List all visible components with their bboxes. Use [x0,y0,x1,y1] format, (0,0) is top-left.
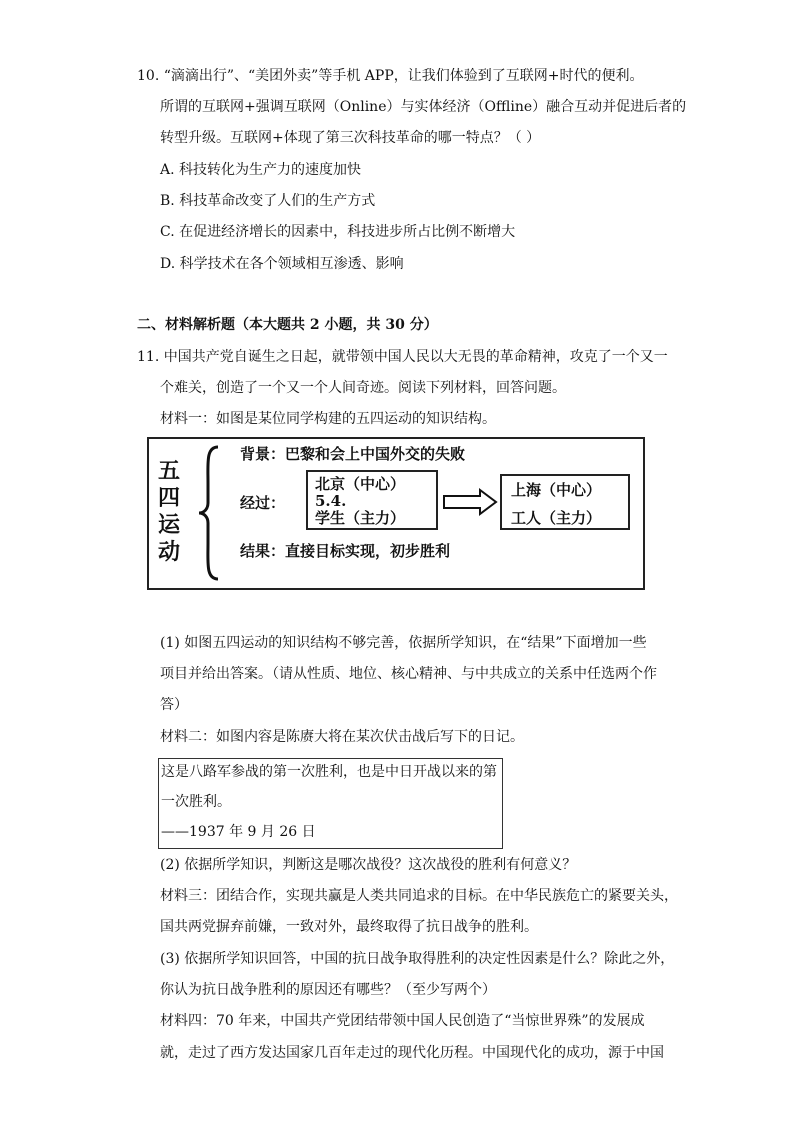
q10-line-2: 所谓的互联网+强调互联网（Online）与实体经济（Offline）融合互动并促进后者的 [160,99,687,115]
right-arrow-icon [442,488,498,516]
material-4-line-2: 就，走过了西方发达国家几百年走过的现代化历程。中国现代化的成功，源于中国 [160,1045,664,1061]
q11-part1-line-3: 答） [160,697,188,713]
diagram-process-label: 经过： [240,494,286,512]
q11-part2: (2) 依据所学知识，判断这是哪次战役？这次战役的胜利有何意义？ [160,857,577,873]
q11-intro-2: 个难关，创造了一个又一个人间奇迹。阅读下列材料，回答问题。 [160,380,566,396]
diagram-result: 结果：直接目标实现，初步胜利 [240,542,451,560]
diagram-box1-line-1: 北京（中心） [315,475,406,493]
diagram-title-char-2: 四 [158,485,181,511]
q11-part3-line-2: 你认为抗日战争胜利的原因还有哪些？（至少写两个） [160,982,496,998]
material-3-line-1: 材料三：团结合作，实现共赢是人类共同追求的目标。在中华民族危亡的紧要关头， [160,888,678,904]
q11-intro-1: 11. 中国共产党自诞生之日起，就带领中国人民以大无畏的革命精神，攻克了一个又一 [137,349,668,365]
material-1-label: 材料一：如图是某位同学构建的五四运动的知识结构。 [160,411,496,427]
diary-box [158,758,503,849]
diagram-box2-line-1: 上海（中心） [511,481,602,499]
curly-brace-icon [196,443,222,583]
q10-line-3: 转型升级。互联网+体现了第三次科技革命的哪一特点？（ ） [160,130,541,146]
material-4-line-1: 材料四：70 年来，中国共产党团结带领中国人民创造了“当惊世界殊”的发展成 [160,1013,645,1029]
diagram-title-char-1: 五 [158,458,181,484]
diagram-title-char-3: 运 [158,512,181,538]
q11-part1-line-1: (1) 如图五四运动的知识结构不够完善，依据所学知识，在“结果”下面增加一些 [160,635,647,651]
diagram-box1-line-2: 5.4. [315,492,347,510]
q10-option-b: B. 科技革命改变了人们的生产方式 [160,193,376,209]
material-3-line-2: 国共两党摒弃前嫌，一致对外，最终取得了抗日战争的胜利。 [160,919,538,935]
q11-part1-line-2: 项目并给出答案。（请从性质、地位、核心精神、与中共成立的关系中任选两个作 [160,666,657,682]
q10-line-1: 10. “滴滴出行”、“美团外卖”等手机 APP，让我们体验到了互联网+时代的便利。 [137,68,644,84]
diary-line-2: 一次胜利。 [161,794,231,810]
diagram-box2-line-2: 工人（主力） [511,509,602,527]
q10-option-c: C. 在促进经济增长的因素中，科技进步所占比例不断增大 [160,224,516,240]
material-2-label: 材料二：如图内容是陈赓大将在某次伏击战后写下的日记。 [160,729,524,745]
diagram-background: 背景：巴黎和会上中国外交的失败 [240,445,466,463]
diagram-title-char-4: 动 [158,539,181,565]
section-heading: 二、材料解析题（本大题共 2 小题，共 30 分） [137,317,438,333]
diary-line-1: 这是八路军参战的第一次胜利，也是中日开战以来的第 [161,764,497,780]
q10-option-d: D. 科学技术在各个领域相互渗透、影响 [160,256,404,272]
diagram-box1-line-3: 学生（主力） [315,509,406,527]
q11-part3-line-1: (3) 依据所学知识回答，中国的抗日战争取得胜利的决定性因素是什么？除此之外， [160,951,675,967]
q10-option-a: A. 科技转化为生产力的速度加快 [160,162,362,178]
diary-date: ——1937 年 9 月 26 日 [161,824,316,840]
